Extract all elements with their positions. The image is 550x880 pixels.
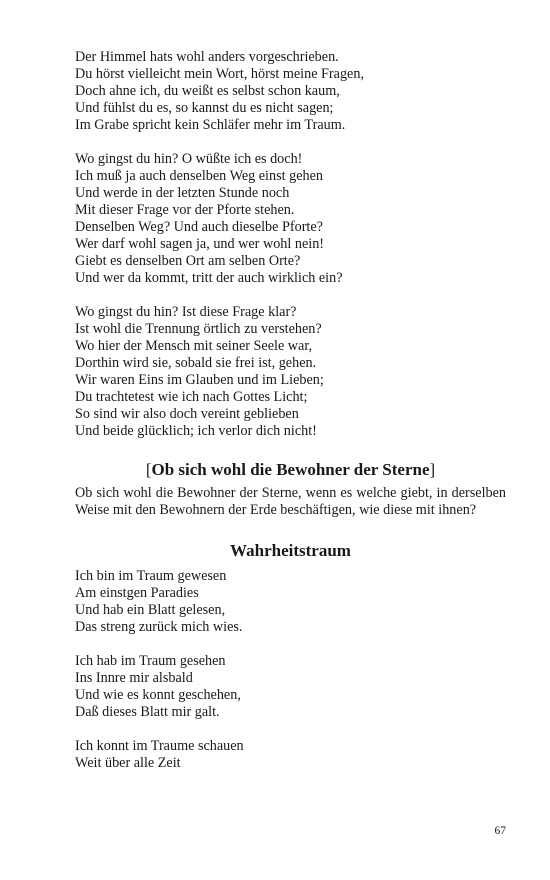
verse-line: Ich konnt im Traume schauen [75, 738, 244, 754]
verse-line: Und werde in der letzten Stunde noch [75, 185, 290, 201]
page-number: 67 [494, 825, 506, 837]
stanza [75, 49, 506, 134]
verse-line: Das streng zurück mich wies. [75, 619, 243, 635]
verse-line: Du hörst vielleicht mein Wort, hörst meine Fragen, [75, 66, 364, 82]
verse-line: Wir waren Eins im Glauben und im Lieben; [75, 372, 324, 388]
page-content [75, 49, 506, 772]
verse-line: Am einstgen Paradies [75, 585, 199, 601]
verse-line: Wo hier der Mensch mit seiner Seele war, [75, 338, 313, 354]
verse-line: Ins Innre mir alsbald [75, 670, 193, 686]
verse-line: Daß dieses Blatt mir galt. [75, 704, 220, 720]
verse-line: Und wer da kommt, tritt der auch wirklich ein? [75, 270, 343, 286]
verse-line: Im Grabe spricht kein Schläfer mehr im Traum. [75, 117, 346, 133]
section-paragraph: Ob sich wohl die Bewohner der Sterne, wenn es welche giebt, in derselben Weise mit den Bewohnern der Erde beschäftigen, wie diese mit ihnen? [75, 485, 506, 518]
stanza [75, 568, 506, 636]
poem-wahrheitstraum [75, 568, 506, 772]
stanza [75, 304, 506, 440]
verse-line: Ich muß ja auch denselben Weg einst gehen [75, 168, 323, 184]
bracket-open: [ [145, 460, 152, 479]
verse-line: Und beide glücklich; ich verlor dich nicht! [75, 423, 317, 439]
stanza [75, 653, 506, 721]
section-heading-title: Ob sich wohl die Bewohner der Sterne [151, 460, 430, 479]
poem-title: Wahrheitstraum [230, 541, 351, 560]
verse-line: Wo gingst du hin? Ist diese Frage klar? [75, 304, 297, 320]
verse-line: Wo gingst du hin? O wüßte ich es doch! [75, 151, 303, 167]
verse-line: Ist wohl die Trennung örtlich zu verstehen? [75, 321, 322, 337]
verse-line: Weit über alle Zeit [75, 755, 181, 771]
verse-line: Der Himmel hats wohl anders vorgeschrieben. [75, 49, 339, 65]
poem-continuation [75, 49, 506, 440]
verse-line: Ich bin im Traum gewesen [75, 568, 227, 584]
verse-line: Ich hab im Traum gesehen [75, 653, 226, 669]
stanza [75, 151, 506, 287]
verse-line: Mit dieser Frage vor der Pforte stehen. [75, 202, 295, 218]
verse-line: Und hab ein Blatt gelesen, [75, 602, 226, 618]
section-heading [75, 459, 506, 481]
verse-line: Und wie es konnt geschehen, [75, 687, 241, 703]
verse-line: Dorthin wird sie, sobald sie frei ist, gehen. [75, 355, 317, 371]
verse-line: So sind wir also doch vereint geblieben [75, 406, 299, 422]
verse-line: Und fühlst du es, so kannst du es nicht sagen; [75, 100, 334, 116]
verse-line: Du trachtetest wie ich nach Gottes Licht; [75, 389, 308, 405]
verse-line: Giebt es denselben Ort am selben Orte? [75, 253, 301, 269]
verse-line: Denselben Weg? Und auch dieselbe Pforte? [75, 219, 323, 235]
stanza [75, 738, 506, 772]
verse-line: Doch ahne ich, du weißt es selbst schon kaum, [75, 83, 340, 99]
verse-line: Wer darf wohl sagen ja, und wer wohl nein! [75, 236, 325, 252]
bracket-close: ] [429, 460, 436, 479]
